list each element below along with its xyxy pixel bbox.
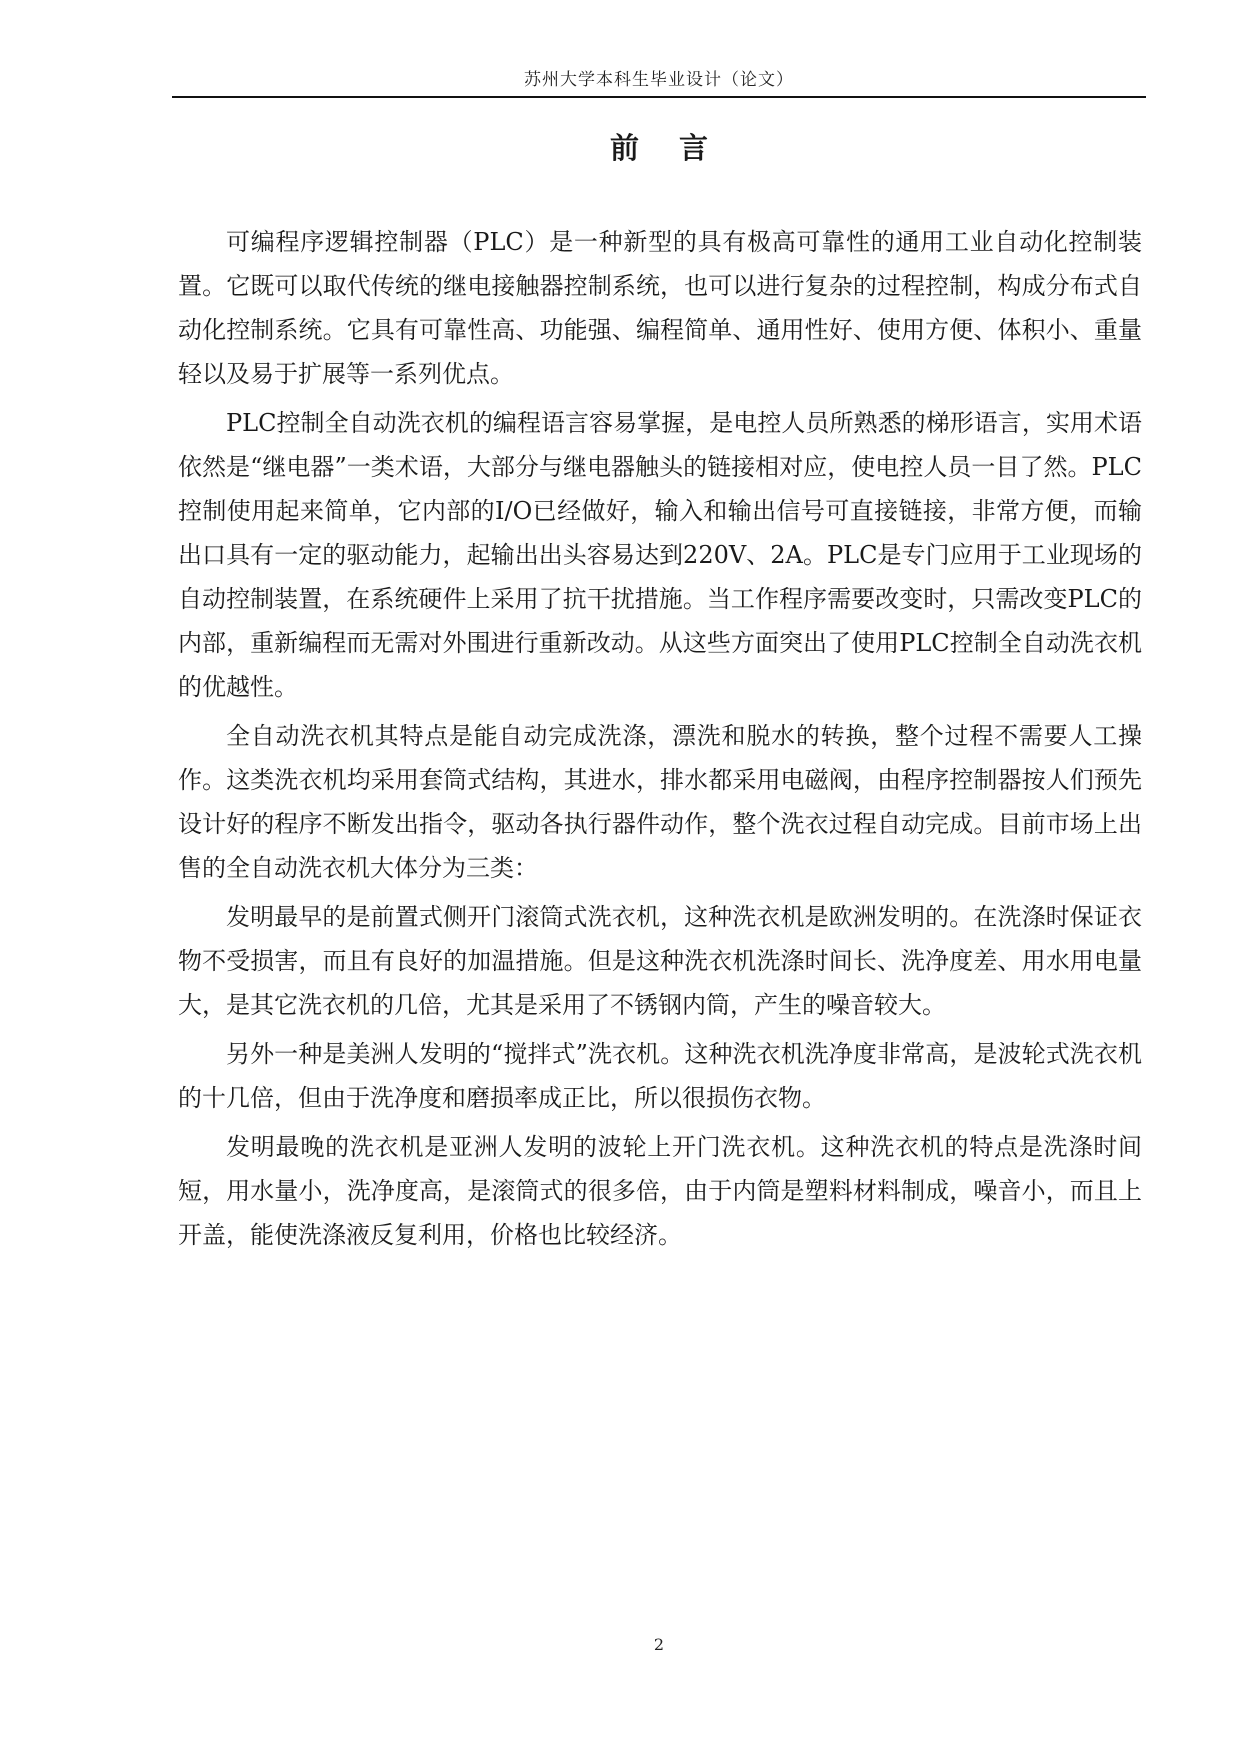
paragraph-6: 发明最晚的洗衣机是亚洲人发明的波轮上开门洗衣机。这种洗衣机的特点是洗涤时间短，用水量小，洗净度高，是滚筒式的很多倍，由于内筒是塑料材料制成，噪音小，而且上开盖，能使洗涤液反复利用，价格也比较经济。	[178, 1133, 1142, 1249]
page-title-char-1: 前	[609, 131, 639, 165]
paragraph-4: 发明最早的是前置式侧开门滚筒式洗衣机，这种洗衣机是欧洲发明的。在洗涤时保证衣物不受损害，而且有良好的加温措施。但是这种洗衣机洗涤时间长、洗净度差、用水用电量大，是其它洗衣机的几倍，尤其是采用了不锈钢内筒，产生的噪音较大。	[178, 903, 1142, 1019]
paragraph-2: PLC控制全自动洗衣机的编程语言容易掌握，是电控人员所熟悉的梯形语言，实用术语依然是“继电器”一类术语，大部分与继电器触头的链接相对应，使电控人员一目了然。PLC控制使用起来简单，它内部的I/O已经做好，输入和输出信号可直接链接，非常方便，而输出口具有一定的驱动能力，起输出出头容易达到220V、2A。PLC是专门应用于工业现场的自动控制装置，在系统硬件上采用了抗干扰措施。当工作程序需要改变时，只需改变PLC的内部，重新编程而无需对外围进行重新改动。从这些方面突出了使用PLC控制全自动洗衣机的优越性。	[178, 409, 1142, 701]
body-text	[178, 220, 1142, 1262]
running-header: 苏州大学本科生毕业设计（论文）	[524, 70, 794, 90]
paragraph-3: 全自动洗衣机其特点是能自动完成洗涤，漂洗和脱水的转换，整个过程不需要人工操作。这类洗衣机均采用套筒式结构，其进水，排水都采用电磁阀，由程序控制器按人们预先设计好的程序不断发出指令，驱动各执行器件动作，整个洗衣过程自动完成。目前市场上出售的全自动洗衣机大体分为三类：	[178, 722, 1142, 882]
page-title-char-2: 言	[679, 131, 709, 165]
page-title	[172, 128, 1146, 168]
paragraph-5: 另外一种是美洲人发明的“搅拌式”洗衣机。这种洗衣机洗净度非常高，是波轮式洗衣机的十几倍，但由于洗净度和磨损率成正比，所以很损伤衣物。	[178, 1040, 1142, 1112]
paragraph-1: 可编程序逻辑控制器（PLC）是一种新型的具有极高可靠性的通用工业自动化控制装置。它既可以取代传统的继电接触器控制系统，也可以进行复杂的过程控制，构成分布式自动化控制系统。它具有可靠性高、功能强、编程简单、通用性好、使用方便、体积小、重量轻以及易于扩展等一系列优点。	[178, 228, 1142, 388]
header-rule	[172, 96, 1146, 98]
page-number: 2	[653, 1635, 665, 1654]
